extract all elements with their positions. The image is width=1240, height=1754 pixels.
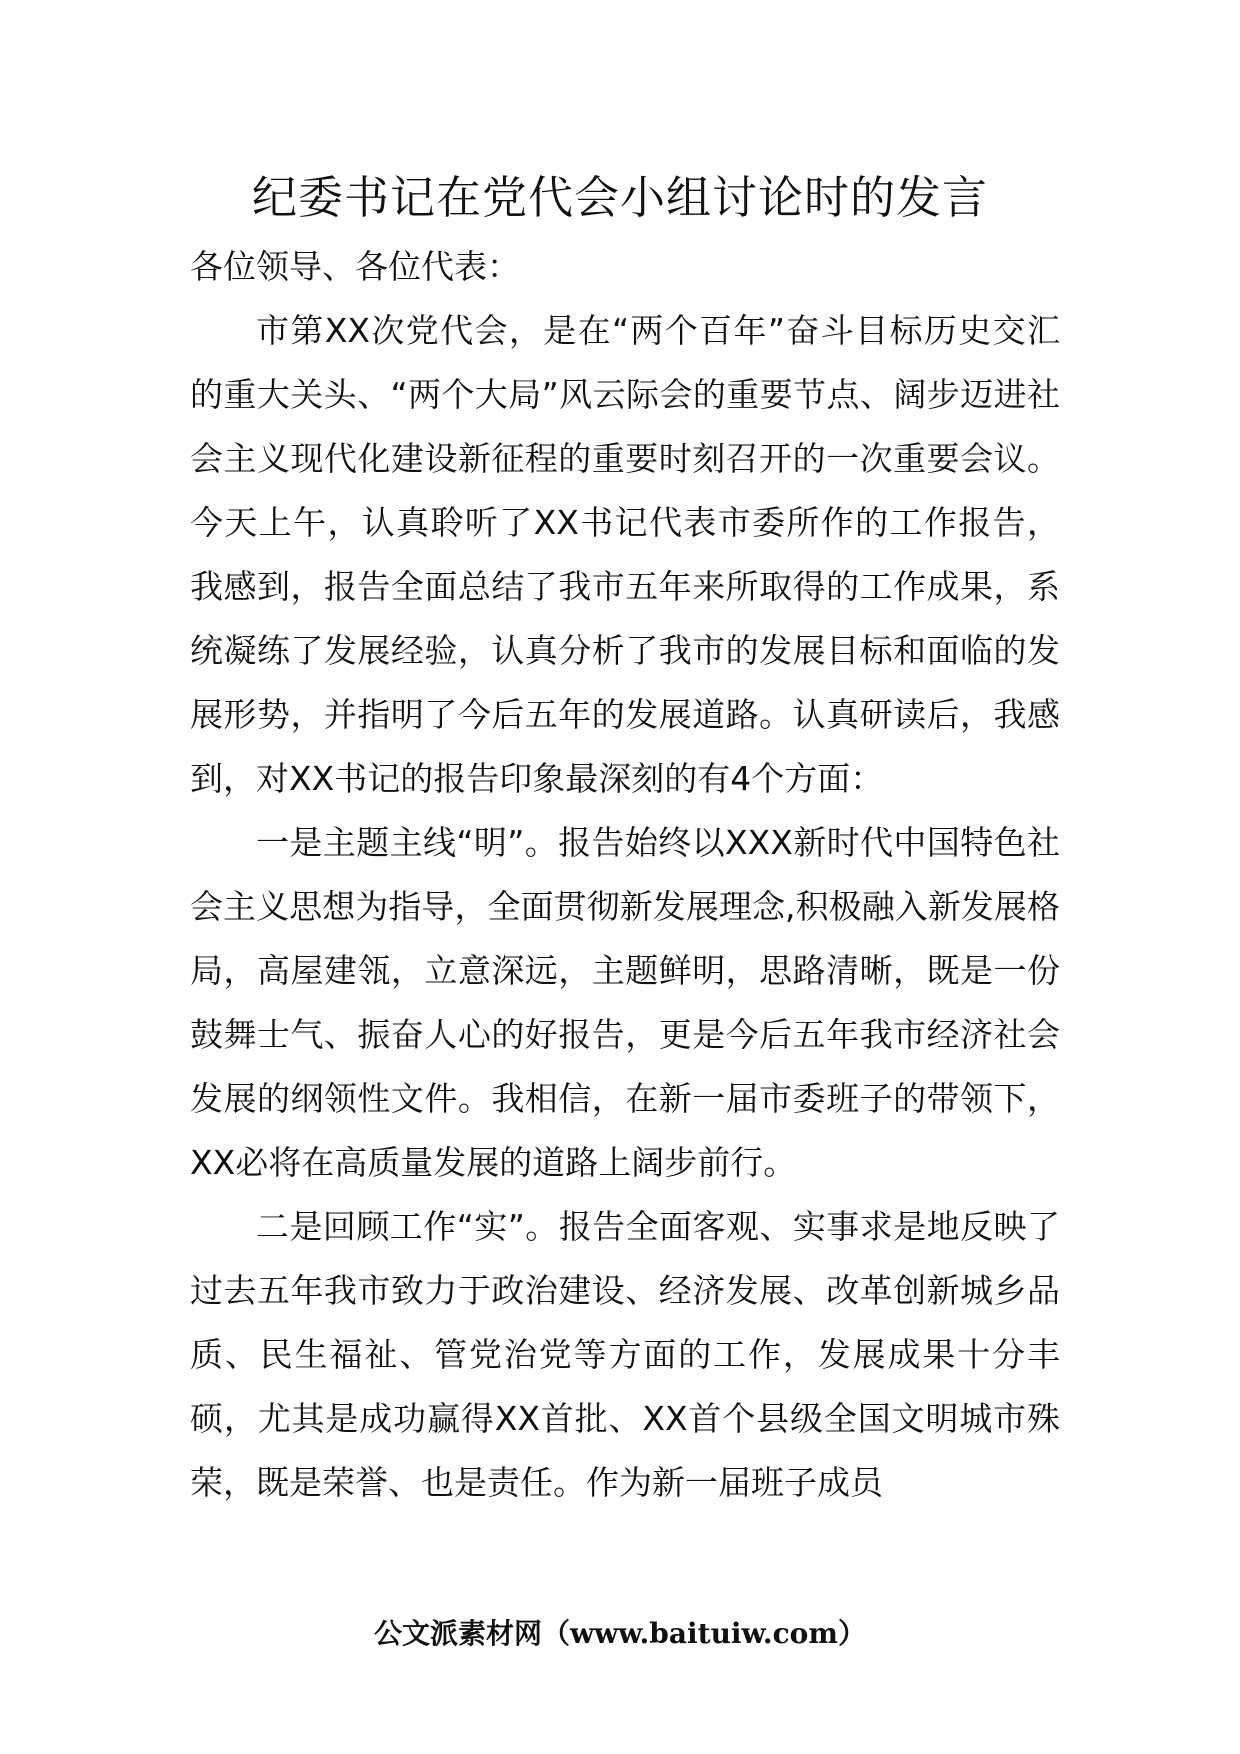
salutation: 各位领导、各位代表：	[190, 247, 520, 286]
paragraph-1: 市第XX次党代会，是在“两个百年”奋斗目标历史交汇的重大关头、“两个大局”风云际会的重要节点、阔步迈进社会主义现代化建设新征程的重要时刻召开的一次重要会议。今天上午，认真聆听了XX书记代表市委所作的工作报告，我感到，报告全面总结了我市五年来所取得的工作成果，系统凝练了发展经验，认真分析了我市的发展目标和面临的发展形势，并指明了今后五年的发展道路。认真研读后，我感到，对XX书记的报告印象最深刻的有4个方面：	[190, 311, 1060, 798]
paragraph-3: 二是回顾工作“实”。报告全面客观、实事求是地反映了过去五年我市致力于政治建设、经济发展、改革创新城乡品质、民生福祉、管党治党等方面的工作，发展成果十分丰硕，尤其是成功赢得XX首批、XX首个县级全国文明城市殊荣，既是荣誉、也是责任。作为新一届班子成员	[190, 1207, 1060, 1502]
paragraph-2: 一是主题主线“明”。报告始终以XXX新时代中国特色社会主义思想为指导，全面贯彻新发展理念,积极融入新发展格局，高屋建瓴，立意深远，主题鲜明，思路清晰，既是一份鼓舞士气、振奋人心的好报告，更是今后五年我市经济社会发展的纲领性文件。我相信，在新一届市委班子的带领下，XX必将在高质量发展的道路上阔步前行。	[190, 823, 1060, 1182]
document-body	[190, 235, 1060, 1515]
document-title: 纪委书记在党代会小组讨论时的发言	[251, 171, 988, 224]
footer-watermark: 公文派素材网（www.baituiw.com）	[374, 1617, 866, 1650]
